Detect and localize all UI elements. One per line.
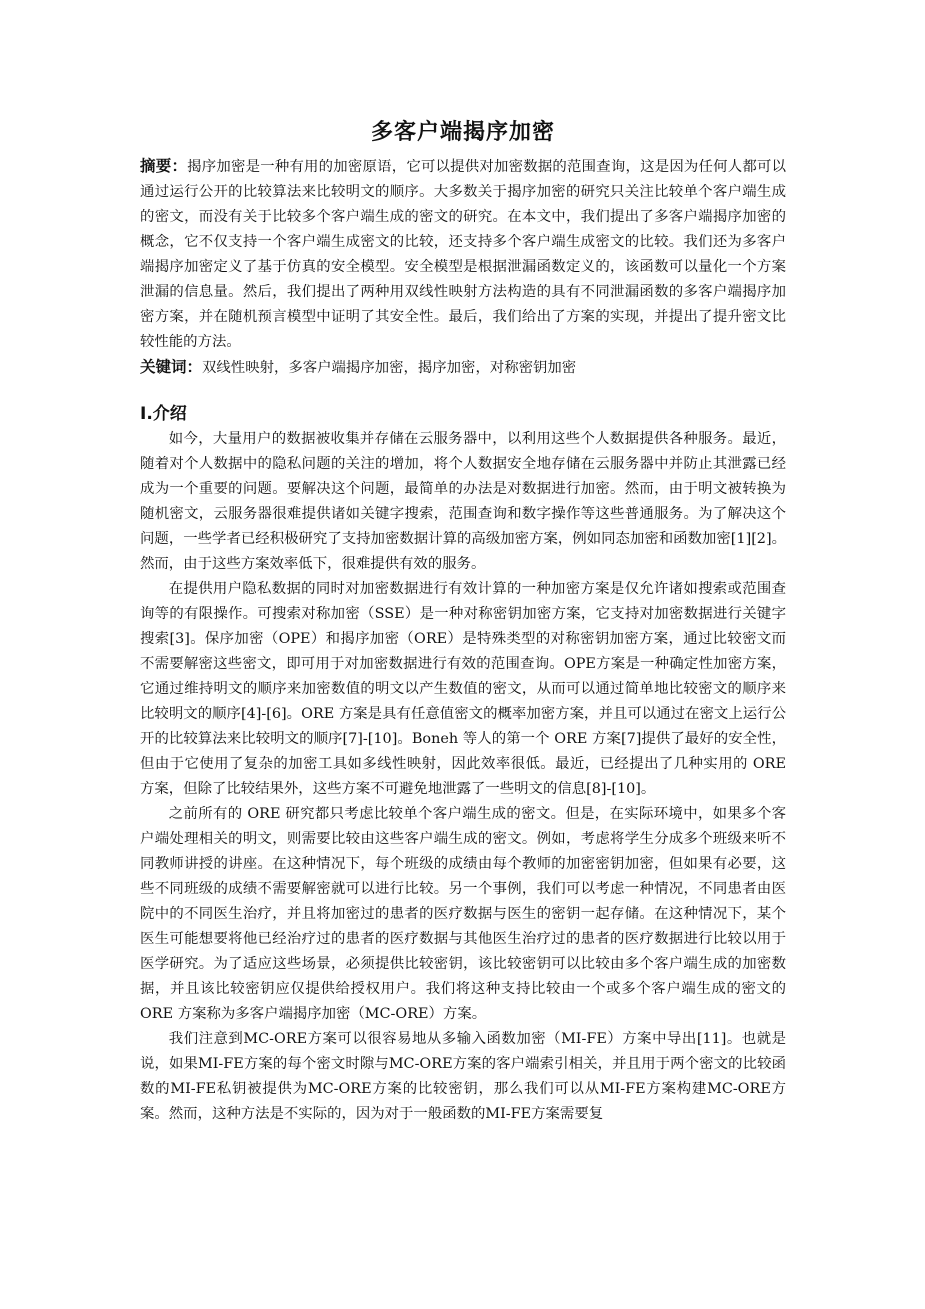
paper-title: 多客户端揭序加密 [370,120,555,145]
paper-page [140,118,786,1127]
abstract-text: 揭序加密是一种有用的加密原语，它可以提供对加密数据的范围查询，这是因为任何人都可以通过运行公开的比较算法来比较明文的顺序。大多数关于揭序加密的研究只关注比较单个客户端生成的密文，而没有关于比较多个客户端生成的密文的研究。在本文中，我们提出了多客户端揭序加密的概念，它不仅支持一个客户端生成密文的比较，还支持多个客户端生成密文的比较。我们还为多客户端揭序加密定义了基于仿真的安全模型。安全模型是根据泄漏函数定义的，该函数可以量化一个方案泄漏的信息量。然后，我们提出了两种用双线性映射方法构造的具有不同泄漏函数的多客户端揭序加密方案，并在随机预言模型中证明了其安全性。最后，我们给出了方案的实现，并提出了提升密文比较性能的方法。 [140,159,786,350]
paragraph: 在提供用户隐私数据的同时对加密数据进行有效计算的一种加密方案是仅允许诸如搜索或范围查询等的有限操作。可搜索对称加密（SSE）是一种对称密钥加密方案，它支持对加密数据进行关键字搜索[3]。保序加密（OPE）和揭序加密（ORE）是特殊类型的对称密钥加密方案，通过比较密文而不需要解密这些密文，即可用于对加密数据进行有效的范围查询。OPE方案是一种确定性加密方案，它通过维持明文的顺序来加密数值的明文以产生数值的密文，从而可以通过简单地比较密文的顺序来比较明文的顺序[4]-[6]。ORE 方案是具有任意值密文的概率加密方案，并且可以通过在密文上运行公开的比较算法来比较明文的顺序[7]-[10]。Boneh 等人的第一个 ORE 方案[7]提供了最好的安全性，但由于它使用了复杂的加密工具如多线性映射，因此效率很低。最近，已经提出了几种实用的 ORE 方案，但除了比较结果外，这些方案不可避免地泄露了一些明文的信息[8]-[10]。 [140,581,786,797]
keywords-text: 双线性映射，多客户端揭序加密，揭序加密，对称密钥加密 [202,360,577,376]
abstract-label: 摘要： [140,157,188,175]
abstract [140,154,786,355]
paragraph: 之前所有的 ORE 研究都只考虑比较单个客户端生成的密文。但是，在实际环境中，如果多个客户端处理相关的明文，则需要比较由这些客户端生成的密文。例如，考虑将学生分成多个班级来听不同教师讲授的讲座。在这种情况下，每个班级的成绩由每个教师的加密密钥加密，但如果有必要，这些不同班级的成绩不需要解密就可以进行比较。另一个事例，我们可以考虑一种情况，不同患者由医院中的不同医生治疗，并且将加密过的患者的医疗数据与医生的密钥一起存储。在这种情况下，某个医生可能想要将他已经治疗过的患者的医疗数据与其他医生治疗过的患者的医疗数据进行比较以用于医学研究。为了适应这些场景，必须提供比较密钥，该比较密钥可以比较由多个客户端生成的加密数据，并且该比较密钥应仅提供给授权用户。我们将这种支持比较由一个或多个客户端生成的密文的 ORE 方案称为多客户端揭序加密（MC-ORE）方案。 [140,806,786,1022]
section-heading-introduction: I.介绍 [140,404,187,424]
paragraph: 我们注意到MC-ORE方案可以很容易地从多输入函数加密（MI-FE）方案中导出[11]。也就是说，如果MI-FE方案的每个密文时隙与MC-ORE方案的客户端索引相关，并且用于两个密文的比较函数的MI-FE私钥被提供为MC-ORE方案的比较密钥，那么我们可以从MI-FE方案构建MC-ORE方案。然而，这种方法是不实际的，因为对于一般函数的MI-FE方案需要复 [140,1031,786,1122]
paragraph: 如今，大量用户的数据被收集并存储在云服务器中，以利用这些个人数据提供各种服务。最近，随着对个人数据中的隐私问题的关注的增加，将个人数据安全地存储在云服务器中并防止其泄露已经成为一个重要的问题。要解决这个问题，最简单的办法是对数据进行加密。然而，由于明文被转换为随机密文，云服务器很难提供诸如关键字搜索，范围查询和数字操作等这些普通服务。为了解决这个问题，一些学者已经积极研究了支持加密数据计算的高级加密方案，例如同态加密和函数加密[1][2]。然而，由于这些方案效率低下，很难提供有效的服务。 [140,431,786,572]
keywords [140,355,786,381]
keywords-label: 关键词： [140,358,203,376]
